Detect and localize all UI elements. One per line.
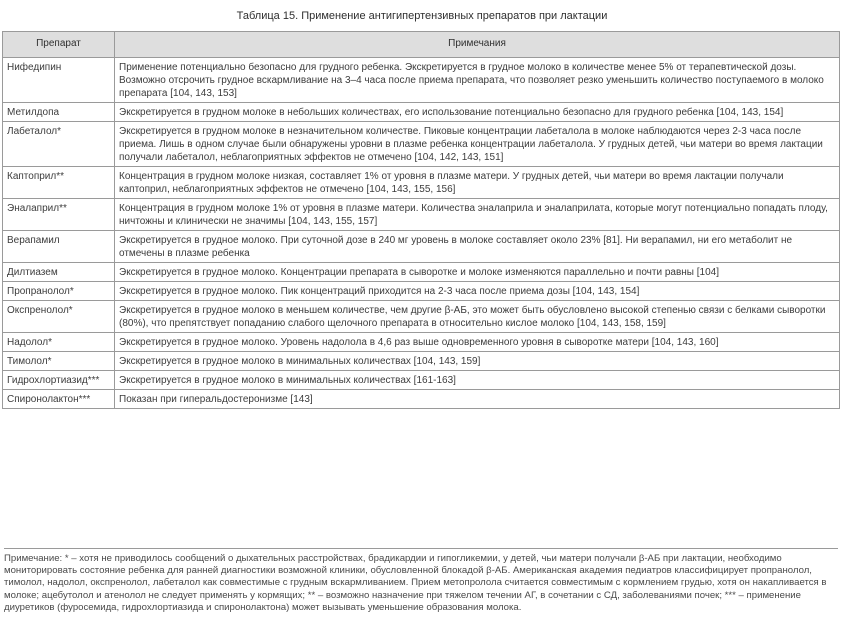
drug-cell: Каптоприл** — [3, 167, 115, 199]
drug-cell: Метилдопа — [3, 103, 115, 122]
drug-cell: Окспренолол* — [3, 301, 115, 333]
table-row — [3, 333, 840, 352]
drug-cell: Тимолол* — [3, 352, 115, 371]
table-row — [3, 231, 840, 263]
note-cell: Концентрация в грудном молоке низкая, составляет 1% от уровня в плазме матери. У грудных детей, чьи матери во время лактации получали каптоприл, неблагоприятных эффектов не отмечено [104, 143, 155, 156] — [115, 167, 840, 199]
table-row — [3, 371, 840, 390]
table-row — [3, 282, 840, 301]
drug-cell: Пропранолол* — [3, 282, 115, 301]
lactation-drug-table — [2, 31, 840, 409]
note-cell: Концентрация в грудном молоке 1% от уровня в плазме матери. Количества эналаприла и эналаприлата, которые могут потенциально попадать плоду, ничтожны и клинически не значимы [104, 143, 155, 157] — [115, 199, 840, 231]
drug-cell: Надолол* — [3, 333, 115, 352]
table-row — [3, 352, 840, 371]
drug-cell: Нифедипин — [3, 58, 115, 103]
drug-cell: Верапамил — [3, 231, 115, 263]
table-row — [3, 58, 840, 103]
table-caption: Таблица 15. Применение антигипертензивных препаратов при лактации — [236, 10, 608, 22]
drug-cell: Дилтиазем — [3, 263, 115, 282]
note-cell: Применение потенциально безопасно для грудного ребенка. Экскретируется в грудное молоко в количестве менее 5% от терапевтической дозы. Возможно отсрочить грудное вскармливание на 3–4 часа после приема препарата, что позволяет резко уменьшить количество поступаемого в молоко препарата [104, 143, 153] — [115, 58, 840, 103]
table-row — [3, 263, 840, 282]
note-cell: Экскретируется в грудное молоко в минимальных количествах [104, 143, 159] — [115, 352, 840, 371]
note-cell: Экскретируется в грудном молоке в небольших количествах, его использование потенциально безопасно для грудного ребенка [104, 143, 154] — [115, 103, 840, 122]
drug-cell: Эналаприл** — [3, 199, 115, 231]
table-row — [3, 167, 840, 199]
table-row — [3, 122, 840, 167]
note-cell: Экскретируется в грудное молоко. Уровень надолола в 4,6 раз выше одновременного уровня в сыворотке матери [104, 143, 160] — [115, 333, 840, 352]
note-cell: Экскретируется в грудное молоко. Концентрации препарата в сыворотке и молоке изменяются параллельно и почти равны [104] — [115, 263, 840, 282]
note-cell: Экскретируется в грудное молоко в меньшем количестве, чем другие β-АБ, это может быть обусловлено высокой степенью связи с белками сыворотки (80%), что препятствует попаданию слабого щелочного препарата в относительно кислое молоко [104, 143, 158, 159] — [115, 301, 840, 333]
table-row — [3, 103, 840, 122]
table-footnote: Примечание: * – хотя не приводилось сообщений о дыхательных расстройствах, брадикардии и гипогликемии, у детей, чьи матери получали β-АБ при лактации, необходимо мониторировать состояние ребенка для ранней диагностики возможной клиники, обусловленной блокадой β-АБ. Американская академия педиатров классифицирует пропранолол, тимолол, надолол, окспренолол, лабеталол как совместимые с грудным вскармливанием. Прием метопролола считается совместимым с кормлением грудью, хотя он накапливается в молоке; ацебутолол и атенолол не следует применять у кормящих; ** – возможно назначение при тяжелом течении АГ, в сочетании с СД, заболеваниями почек; *** – применение диуретиков (фуросемида, гидрохлортиазида и спиронолактона) может вызывать уменьшение образования молока. — [4, 548, 838, 614]
note-cell: Экскретируется в грудном молоке в незначительном количестве. Пиковые концентрации лабеталола в молоке наблюдаются через 2-3 часа после приема. Лишь в одном случае были обнаружены уровни в плазме ребенка концентрации лабеталола. У грудных детей, чьи матери во время лактации получали лабеталол, неблагоприятных эффектов не отмечено [104, 142, 143, 151] — [115, 122, 840, 167]
note-cell: Экскретируется в грудное молоко. При суточной дозе в 240 мг уровень в молоке составляет около 23% [81]. Ни верапамил, ни его метаболит не отмечены в плазме ребенка — [115, 231, 840, 263]
table-row — [3, 390, 840, 409]
drug-cell: Лабеталол* — [3, 122, 115, 167]
table-row — [3, 301, 840, 333]
note-cell: Экскретируется в грудное молоко. Пик концентраций приходится на 2-3 часа после приема дозы [104, 143, 154] — [115, 282, 840, 301]
drug-cell: Гидрохлортиазид*** — [3, 371, 115, 390]
table-header-row — [3, 32, 840, 58]
note-cell: Экскретируется в грудное молоко в минимальных количествах [161-163] — [115, 371, 840, 390]
table-row — [3, 199, 840, 231]
drug-cell: Спиронолактон*** — [3, 390, 115, 409]
header-note: Примечания — [115, 32, 840, 58]
header-drug: Препарат — [3, 32, 115, 58]
note-cell: Показан при гиперальдостеронизме [143] — [115, 390, 840, 409]
